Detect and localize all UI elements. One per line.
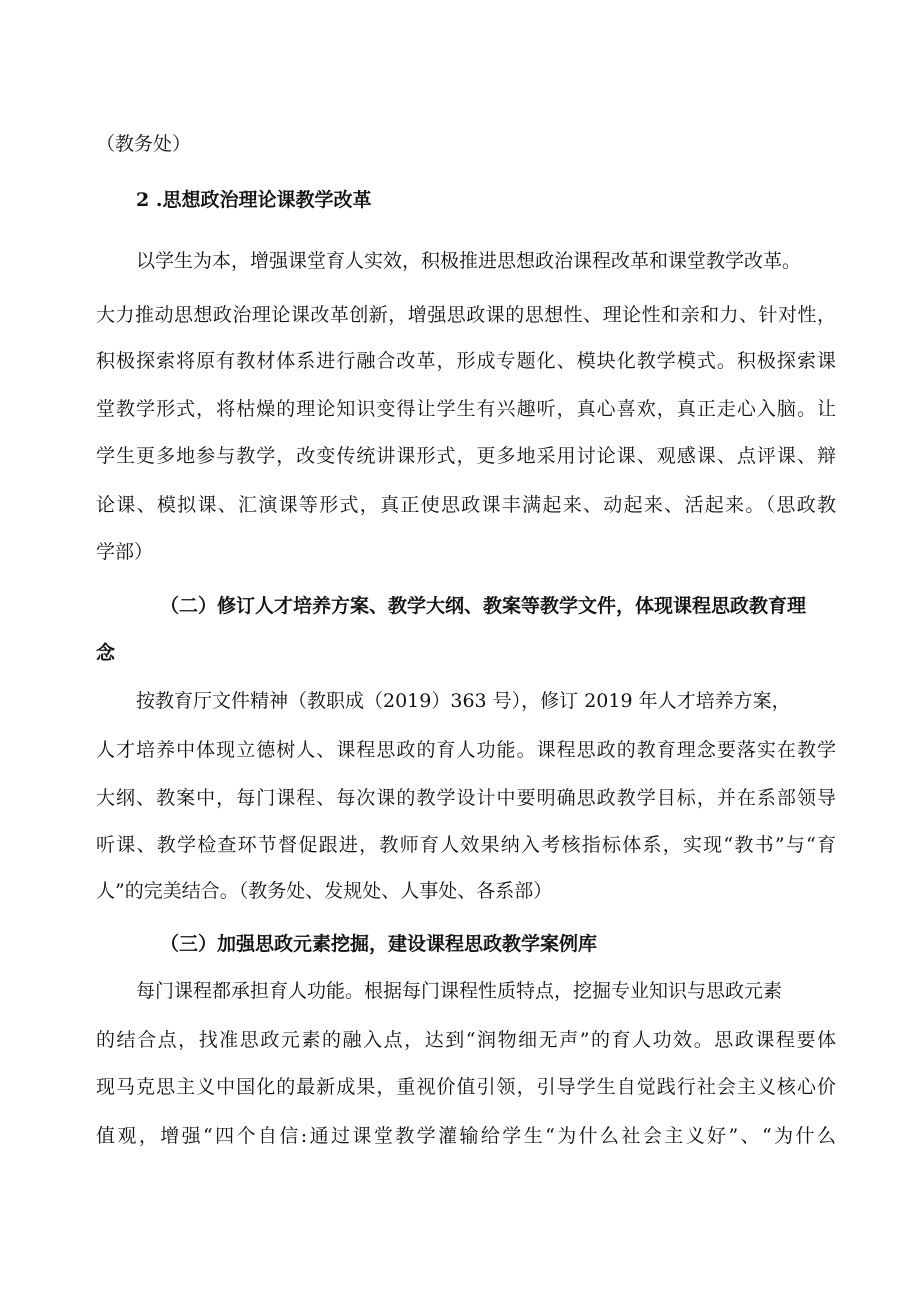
- subheading-three: （三）加强思政元素挖掘，建设课程思政教学案例库: [160, 933, 598, 955]
- para2-line-2: 人才培养中体现立德树人、课程思政的育人功能。课程思政的教育理念要落实在教学: [96, 739, 836, 761]
- para3-line-2: 的结合点，找准思政元素的融入点，达到“润物细无声”的育人功效。思政课程要体: [96, 1029, 836, 1051]
- para2-line-5: 人”的完美结合。（教务处、发规处、人事处、各系部）: [96, 880, 553, 902]
- para1-line-3: 积极探索将原有教材体系进行融合改革，形成专题化、模块化教学模式。积极探索课: [96, 350, 836, 372]
- para1-line-1: 以学生为本，增强课堂育人实效，积极推进思想政治课程改革和课堂教学改革。: [136, 250, 802, 272]
- para1-line-4: 堂教学形式，将枯燥的理论知识变得让学生有兴趣听，真心喜欢，真正走心入脑。让: [96, 398, 836, 420]
- para3-line-3: 现马克思主义中国化的最新成果，重视价值引领，引导学生自觉践行社会主义核心价: [96, 1076, 836, 1098]
- para2-line-3: 大纲、教案中，每门课程、每次课的教学设计中要明确思政教学目标，并在系部领导: [96, 787, 836, 809]
- para1-line-2: 大力推动思想政治理论课改革创新，增强思政课的思想性、理论性和亲和力、针对性，: [96, 304, 836, 326]
- para2-line-1: 按教育厅文件精神（教职成（2019）363 号），修订 2019 年人才培养方案，: [136, 690, 791, 712]
- para2-line-4: 听课、教学检查环节督促跟进，教师育人效果纳入考核指标体系，实现“教书”与“育: [96, 834, 836, 856]
- section-heading-2: 2 .思想政治理论课教学改革: [136, 189, 372, 211]
- para1-line-5: 学生更多地参与教学，改变传统讲课形式，更多地采用讨论课、观感课、点评课、辩: [96, 445, 836, 467]
- department-note: （教务处）: [96, 133, 192, 155]
- para3-line-1: 每门课程都承担育人功能。根据每门课程性质特点，挖掘专业知识与思政元素: [136, 980, 783, 1002]
- subheading-two-line-2: 念: [96, 642, 116, 664]
- para3-line-4: 值观，增强“四个自信:通过课堂教学灌输给学生“为什么社会主义好”、“为什么: [96, 1125, 836, 1147]
- para1-line-7: 学部）: [96, 541, 154, 563]
- subheading-two-line-1: （二）修订人才培养方案、教学大纲、教案等教学文件，体现课程思政教育理: [160, 595, 807, 617]
- para1-line-6: 论课、模拟课、汇演课等形式，真正使思政课丰满起来、动起来、活起来。（思政教: [96, 494, 836, 516]
